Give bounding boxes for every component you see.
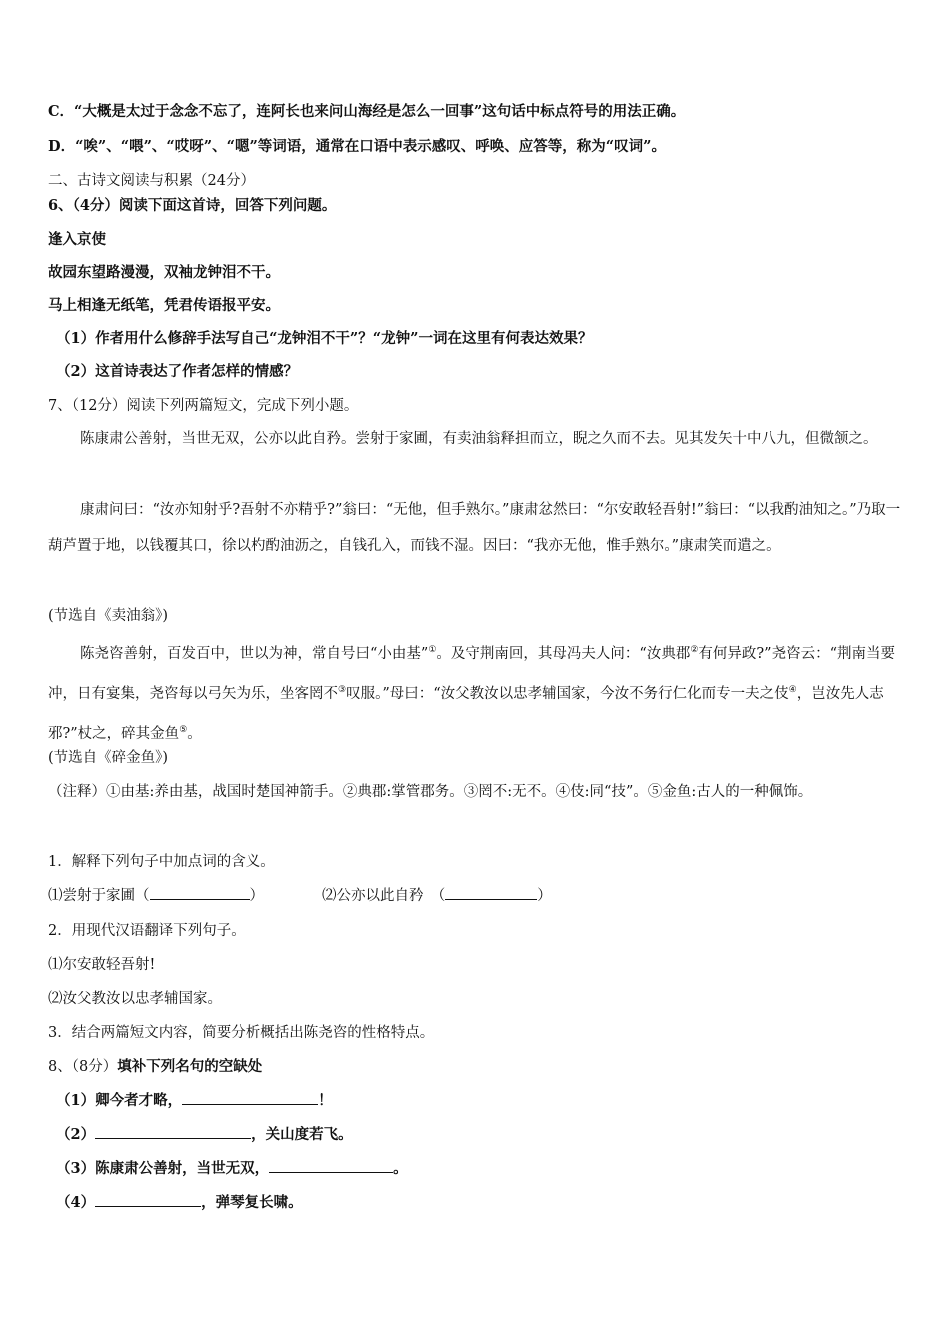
passage-2-text-c: 有何异政?”尧咨云：“荆南当要冲，日有宴集，尧咨每以弓矢为乐，坐客罔不 xyxy=(48,645,896,702)
q7-sub-1-b xyxy=(322,885,552,907)
q8-line-3-end: 。 xyxy=(393,1160,408,1177)
answer-blank[interactable] xyxy=(95,1192,201,1207)
footnote-3-marker: ③ xyxy=(338,684,347,695)
q7-sub-1-a-text: ⑴尝射于家圃（ xyxy=(48,888,150,904)
footnote-4-marker: ④ xyxy=(788,684,797,695)
q8-number: 8、（8分） xyxy=(48,1059,118,1075)
q7-sub-3: 3．结合两篇短文内容，简要分析概括出陈尧咨的性格特点。 xyxy=(48,1025,435,1041)
q8-line-3 xyxy=(56,1158,408,1180)
q7-sub-1-a xyxy=(48,885,264,907)
q8-heading xyxy=(48,1056,262,1078)
q7-heading: 7、（12分）阅读下列两篇短文，完成下列小题。 xyxy=(48,398,359,414)
q7-sub-1: 1．解释下列句子中加点词的含义。 xyxy=(48,854,275,870)
section-title: 二、古诗文阅读与积累（24分） xyxy=(48,173,255,189)
footnote-2-marker: ② xyxy=(690,645,699,655)
q8-title: 填补下列名句的空缺处 xyxy=(117,1058,263,1075)
footnote-1-marker: ① xyxy=(428,645,437,655)
answer-blank[interactable] xyxy=(182,1090,318,1105)
q8-line-4-text: （4） xyxy=(56,1194,96,1211)
q8-line-1 xyxy=(56,1090,333,1112)
source-1: (节选自《卖油翁》) xyxy=(48,608,169,624)
q7-sub-1-b-text: ⑵公亦以此自矜 （ xyxy=(322,888,446,904)
q6-heading: 6、（4分）阅读下面这首诗，回答下列问题。 xyxy=(48,197,337,214)
poem-title: 逢入京使 xyxy=(48,231,106,248)
annotation-notes: （注释）①由基:养由基，战国时楚国神箭手。②典郡:掌管郡务。③罔不:无不。④伎:同“技”。⑤金鱼:古人的一种佩饰。 xyxy=(48,784,813,800)
q8-line-2-end: ，关山度若飞。 xyxy=(251,1126,353,1143)
q7-sub-2-a: ⑴尔安敢轻吾射! xyxy=(48,957,156,973)
q7-sub-2-b: ⑵汝父教汝以忠孝辅国家。 xyxy=(48,991,222,1007)
passage-1-para-1 xyxy=(48,421,906,457)
source-2: (节选自《碎金鱼》) xyxy=(48,750,169,766)
passage-2-para xyxy=(48,632,906,751)
option-c: C．“大概是太过于念念不忘了，连阿长也来问山海经是怎么一回事”这句话中标点符号的用法正确。 xyxy=(48,103,686,120)
option-d: D．“唉”、“喂”、“哎呀”、“嗯”等词语，通常在口语中表示感叹、呼唤、应答等，称为“叹词”。 xyxy=(48,138,666,155)
poem-line-2: 马上相逢无纸笔，凭君传语报平安。 xyxy=(48,297,280,314)
passage-2-text-a: 陈尧咨善射，百发百中，世以为神，常自号曰“小由基” xyxy=(80,645,429,662)
q7-sub-2: 2．用现代汉语翻译下列句子。 xyxy=(48,923,246,939)
passage-1-para-1-text: 陈康肃公善射，当世无双，公亦以此自矜。尝射于家圃，有卖油翁释担而立，睨之久而不去。见其发矢十中八九，但微颔之。 xyxy=(80,431,878,447)
q8-line-4-end: ，弹琴复长啸。 xyxy=(201,1194,303,1211)
q8-line-2 xyxy=(56,1124,353,1146)
q6-sub-2: （2）这首诗表达了作者怎样的情感？ xyxy=(56,363,299,380)
answer-blank[interactable] xyxy=(269,1158,393,1173)
passage-1-para-2 xyxy=(48,492,906,564)
q8-line-2-text: （2） xyxy=(56,1126,96,1143)
q7-sub-1-b-close: ） xyxy=(537,888,552,904)
footnote-5-marker: ⑤ xyxy=(179,724,188,735)
answer-blank[interactable] xyxy=(95,1124,251,1139)
passage-2-text-e: ，岂汝先人志邪?”杖之，碎其金鱼 xyxy=(48,685,884,742)
q8-line-4 xyxy=(56,1192,303,1214)
passage-1-para-2-text: 康肃问曰：“汝亦知射乎?吾射不亦精乎?”翁曰：“无他，但手熟尔。”康肃忿然曰：“尔安敢轻吾射!”翁曰：“以我酌油知之。”乃取一葫芦置于地，以钱覆其口，徐以杓酌油沥之，自钱孔入，而钱不湿。因曰：“我亦无他，惟手熟尔。”康肃笑而遣之。 xyxy=(48,502,901,554)
answer-blank[interactable] xyxy=(445,885,537,900)
q7-sub-1-a-close: ） xyxy=(249,888,264,904)
answer-blank[interactable] xyxy=(150,885,250,900)
q8-line-1-text: （1）卿今者才略， xyxy=(56,1092,183,1109)
q8-line-3-text: （3）陈康肃公善射，当世无双， xyxy=(56,1160,270,1177)
q6-sub-1: （1）作者用什么修辞手法写自己“龙钟泪不干”？“龙钟”一词在这里有何表达效果？ xyxy=(56,330,593,347)
passage-2-text-d: 叹服。”母曰：“汝父教汝以忠孝辅国家，今汝不务行仁化而专一夫之伎 xyxy=(346,685,789,702)
poem-line-1: 故园东望路漫漫，双袖龙钟泪不干。 xyxy=(48,264,280,281)
passage-2-text-b: 。及守荆南回，其母冯夫人问：“汝典郡 xyxy=(436,645,691,662)
passage-2-text-f: 。 xyxy=(187,725,202,742)
q8-line-1-end: ！ xyxy=(318,1092,333,1109)
